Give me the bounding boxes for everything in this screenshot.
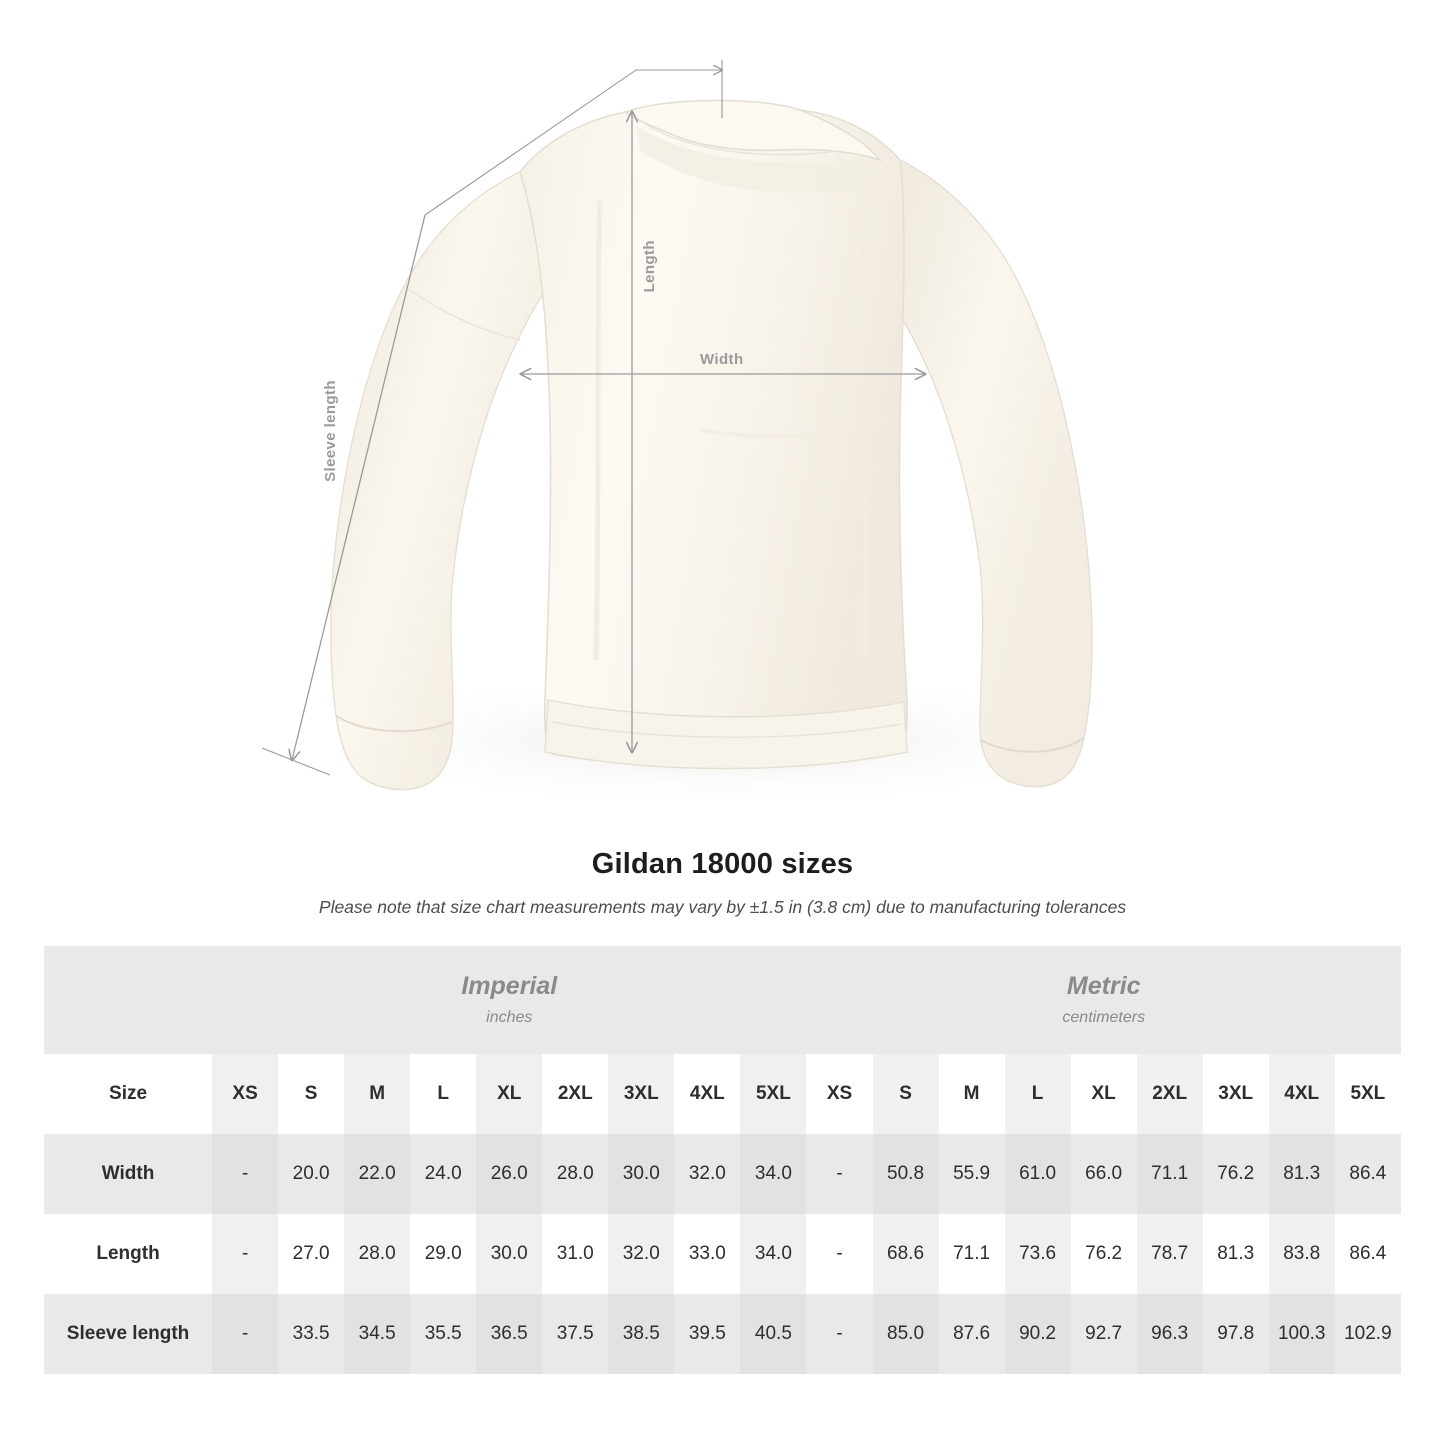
table-row [44, 1134, 1401, 1214]
cell-length-metric-2xl: 78.7 [1137, 1214, 1203, 1294]
col-header-imperial-l: L [410, 1054, 476, 1134]
cell-width-imperial-m: 22.0 [344, 1134, 410, 1214]
cell-length-imperial-3xl: 32.0 [608, 1214, 674, 1294]
cell-sleeve-metric-2xl: 96.3 [1137, 1294, 1203, 1374]
cell-width-metric-4xl: 81.3 [1269, 1134, 1335, 1214]
col-header-imperial-m: M [344, 1054, 410, 1134]
cell-sleeve-metric-4xl: 100.3 [1269, 1294, 1335, 1374]
cell-sleeve-imperial-s: 33.5 [278, 1294, 344, 1374]
cell-sleeve-metric-3xl: 97.8 [1203, 1294, 1269, 1374]
cell-sleeve-imperial-2xl: 37.5 [542, 1294, 608, 1374]
row-label-length: Length [44, 1214, 212, 1294]
cell-width-imperial-2xl: 28.0 [542, 1134, 608, 1214]
imperial-sublabel: inches [486, 1009, 533, 1027]
col-header-metric-xl: XL [1071, 1054, 1137, 1134]
table-row [44, 1214, 1401, 1294]
col-header-imperial-5xl: 5XL [740, 1054, 806, 1134]
cell-width-imperial-3xl: 30.0 [608, 1134, 674, 1214]
cell-length-metric-3xl: 81.3 [1203, 1214, 1269, 1294]
metric-unit-header [806, 946, 1401, 1054]
cell-length-imperial-2xl: 31.0 [542, 1214, 608, 1294]
col-header-metric-4xl: 4XL [1269, 1054, 1335, 1134]
size-column-header: Size [44, 1054, 212, 1134]
cell-length-imperial-s: 27.0 [278, 1214, 344, 1294]
cell-sleeve-metric-l: 90.2 [1005, 1294, 1071, 1374]
sleeve-length-measure-label: Sleeve length [322, 380, 339, 482]
cell-width-imperial-5xl: 34.0 [740, 1134, 806, 1214]
imperial-unit-header [212, 946, 806, 1054]
cell-sleeve-imperial-5xl: 40.5 [740, 1294, 806, 1374]
cell-length-metric-m: 71.1 [939, 1214, 1005, 1294]
cell-length-imperial-4xl: 33.0 [674, 1214, 740, 1294]
unit-header-spacer [44, 946, 212, 1054]
cell-sleeve-metric-5xl: 102.9 [1335, 1294, 1401, 1374]
metric-sublabel: centimeters [1062, 1009, 1146, 1027]
cell-length-metric-l: 73.6 [1005, 1214, 1071, 1294]
cell-width-imperial-xl: 26.0 [476, 1134, 542, 1214]
unit-header-row [44, 946, 1401, 1054]
cell-width-metric-m: 55.9 [939, 1134, 1005, 1214]
size-header-row [44, 1054, 1401, 1134]
col-header-metric-5xl: 5XL [1335, 1054, 1401, 1134]
metric-label: Metric [1066, 971, 1141, 1000]
cell-width-metric-xs: - [806, 1134, 872, 1214]
cell-sleeve-metric-xs: - [806, 1294, 872, 1374]
cell-sleeve-metric-s: 85.0 [873, 1294, 939, 1374]
length-measure-label: Length [641, 240, 658, 293]
cell-width-metric-2xl: 71.1 [1137, 1134, 1203, 1214]
cell-width-metric-3xl: 76.2 [1203, 1134, 1269, 1214]
width-measure-label: Width [700, 351, 744, 368]
col-header-imperial-3xl: 3XL [608, 1054, 674, 1134]
col-header-metric-l: L [1005, 1054, 1071, 1134]
cell-width-imperial-l: 24.0 [410, 1134, 476, 1214]
row-label-sleeve-length: Sleeve length [44, 1294, 212, 1374]
col-header-imperial-s: S [278, 1054, 344, 1134]
cell-width-metric-5xl: 86.4 [1335, 1134, 1401, 1214]
cell-length-imperial-xl: 30.0 [476, 1214, 542, 1294]
cell-length-imperial-5xl: 34.0 [740, 1214, 806, 1294]
col-header-metric-3xl: 3XL [1203, 1054, 1269, 1134]
size-chart-table [44, 946, 1401, 1374]
cell-length-metric-4xl: 83.8 [1269, 1214, 1335, 1294]
cell-width-imperial-xs: - [212, 1134, 278, 1214]
cell-length-imperial-xs: - [212, 1214, 278, 1294]
row-label-width: Width [44, 1134, 212, 1214]
cell-sleeve-imperial-xs: - [212, 1294, 278, 1374]
cell-length-metric-5xl: 86.4 [1335, 1214, 1401, 1294]
cell-length-metric-xl: 76.2 [1071, 1214, 1137, 1294]
tolerance-note: Please note that size chart measurements may vary by ±1.5 in (3.8 cm) due to manufacturing tolerances [318, 897, 1127, 917]
col-header-metric-s: S [873, 1054, 939, 1134]
cell-sleeve-imperial-3xl: 38.5 [608, 1294, 674, 1374]
col-header-imperial-4xl: 4XL [674, 1054, 740, 1134]
cell-sleeve-metric-xl: 92.7 [1071, 1294, 1137, 1374]
cell-width-metric-xl: 66.0 [1071, 1134, 1137, 1214]
title-block [0, 848, 1445, 918]
imperial-label: Imperial [461, 971, 558, 1000]
col-header-metric-m: M [939, 1054, 1005, 1134]
cell-length-imperial-l: 29.0 [410, 1214, 476, 1294]
cell-length-metric-s: 68.6 [873, 1214, 939, 1294]
cell-sleeve-imperial-l: 35.5 [410, 1294, 476, 1374]
table-row [44, 1294, 1401, 1374]
cell-width-imperial-s: 20.0 [278, 1134, 344, 1214]
cell-sleeve-metric-m: 87.6 [939, 1294, 1005, 1374]
cell-sleeve-imperial-xl: 36.5 [476, 1294, 542, 1374]
col-header-metric-xs: XS [806, 1054, 872, 1134]
page-title: Gildan 18000 sizes [591, 848, 854, 880]
cell-width-imperial-4xl: 32.0 [674, 1134, 740, 1214]
cell-sleeve-imperial-m: 34.5 [344, 1294, 410, 1374]
cell-width-metric-s: 50.8 [873, 1134, 939, 1214]
cell-length-imperial-m: 28.0 [344, 1214, 410, 1294]
col-header-imperial-2xl: 2XL [542, 1054, 608, 1134]
size-table-area [0, 946, 1445, 1374]
cell-length-metric-xs: - [806, 1214, 872, 1294]
col-header-metric-2xl: 2XL [1137, 1054, 1203, 1134]
cell-width-metric-l: 61.0 [1005, 1134, 1071, 1214]
cell-sleeve-imperial-4xl: 39.5 [674, 1294, 740, 1374]
col-header-imperial-xs: XS [212, 1054, 278, 1134]
col-header-imperial-xl: XL [476, 1054, 542, 1134]
